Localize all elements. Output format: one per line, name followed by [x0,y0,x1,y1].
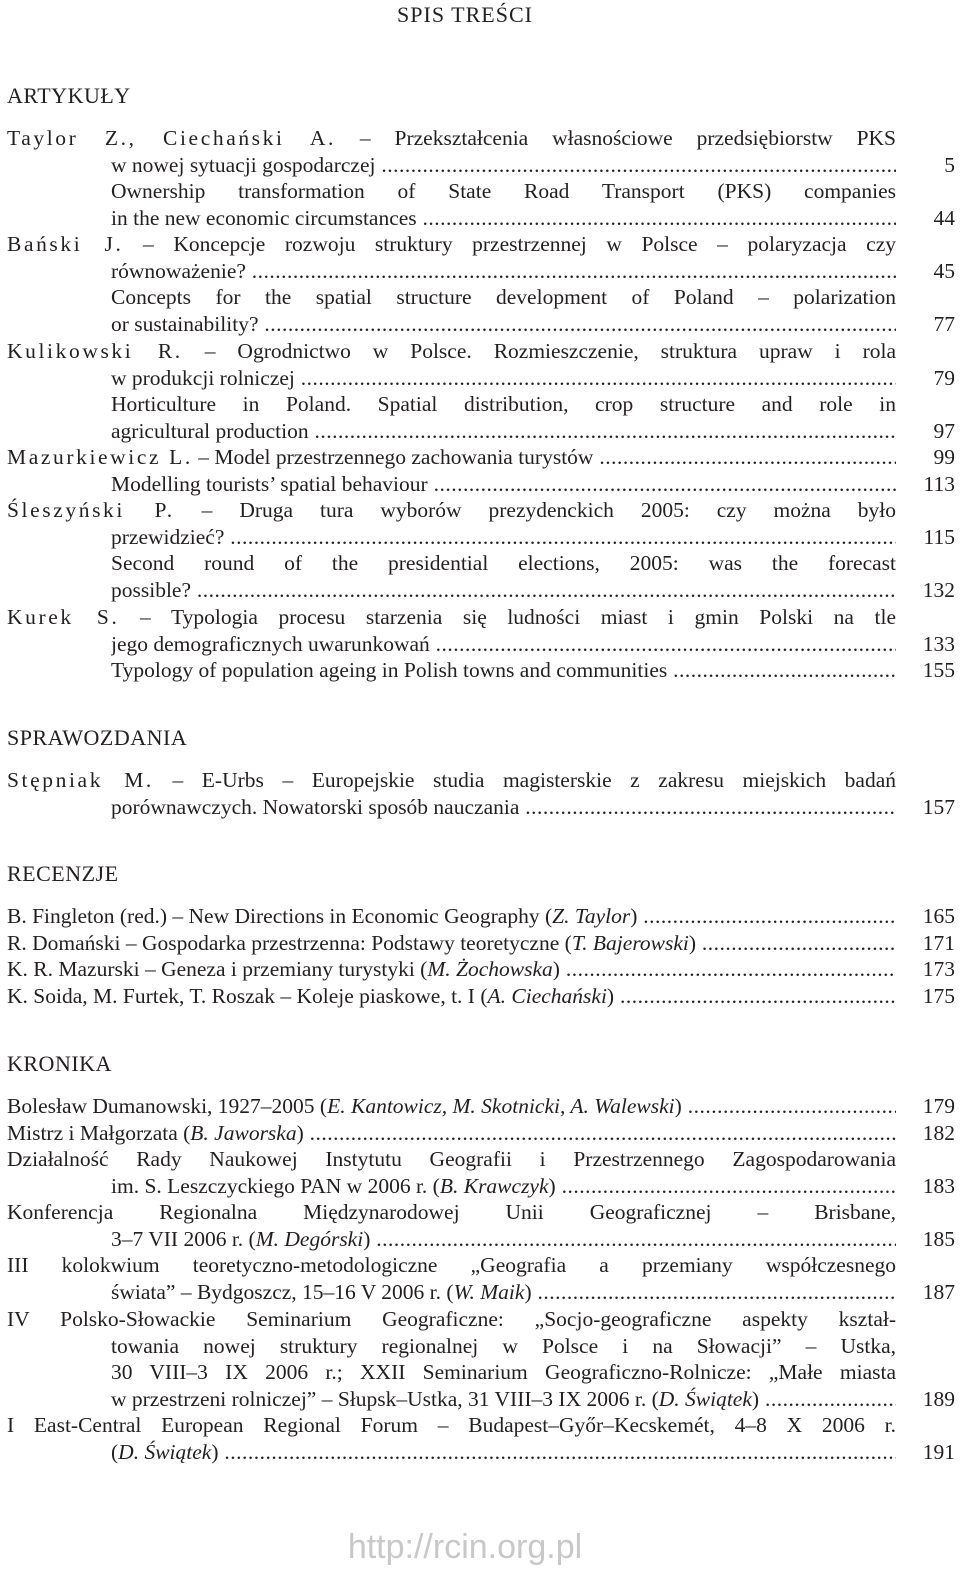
section-heading-chronicle: KRONIKA [7,1051,112,1076]
page-number: 182 [922,1121,955,1145]
page-number: 77 [933,311,955,336]
page-number: 175 [922,983,955,1008]
entry-title: – Przekształcenia własnościowe przedsiębiorstw PKS [359,126,896,150]
entry-title: równoważenie? ..... [111,258,896,285]
toc-entry-chronicle [7,1412,960,1465]
reviewer-name: T. Bajerowski [571,930,689,955]
toc-entry-chronicle [7,1093,960,1120]
chronicle-title: świata” – Bydgoszcz, 15–16 V 2006 r. ( [111,1279,454,1304]
chronicle-title: Mistrz i Małgorzata ( [7,1121,191,1145]
chronicle-title: towania nowej struktury regionalnej w Polsce i na Słowacji” – Ustka, [111,1333,896,1358]
entry-title-english: Second round of the presidential elections, 2005: was the forecast [111,551,896,576]
page-number: 5 [944,152,955,177]
closing-paren: ) [751,1386,760,1411]
chronicle-title: Konferencja Regionalna Międzynarodowej Unii Geograficznej – Brisbane, [7,1200,896,1224]
entry-title: w nowej sytuacji gospodarczej ..... [111,152,896,179]
toc-entry-chronicle [7,1306,960,1412]
review-title: K. R. Mazurski – Geneza i przemiany turystyki ( [7,957,428,982]
closing-paren: ) [552,957,560,982]
closing-paren: ) [296,1121,304,1145]
toc-entry-article [7,125,960,231]
toc-entry-article [7,231,960,337]
page-number: 191 [922,1439,955,1464]
page-number: 132 [922,577,955,602]
section-heading-articles: ARTYKUŁY [7,83,131,108]
chronicle-title: Działalność Rady Naukowej Instytutu Geografii i Przestrzennego Zagospodarowania [7,1147,896,1171]
entry-title-english: Modelling tourists’ spatial behaviour ..... [111,471,896,498]
toc-entry-article [7,497,960,603]
page-number: 155 [922,658,955,683]
page-number: 45 [933,258,955,283]
entry-title: w produkcji rolniczej ..... [111,365,896,392]
page-number: 79 [933,365,955,390]
entry-title-english: Concepts for the spatial structure development of Poland – polarization [111,285,896,310]
section-heading-reports: SPRAWOZDANIA [7,725,188,750]
watermark-url: http://rcin.org.pl [347,1528,583,1566]
chronicle-title: im. S. Leszczyckiego PAN w 2006 r. ( [111,1173,440,1198]
toc-entry-article [7,338,960,444]
page-number: 133 [922,631,955,656]
entry-title: – Model przestrzennego zachowania turystów [198,445,594,469]
chronicle-author: E. Kantowicz, M. Skotnicki, A. Walewski [327,1094,675,1118]
entry-title: jego demograficznych uwarunkowań ..... [111,631,896,658]
entry-title-english: Typology of population ageing in Polish towns and communities ..... [111,657,896,684]
chronicle-title: I East-Central European Regional Forum – Budapest–Győr–Kecskemét, 4–8 X 2006 r. [7,1413,896,1437]
page-number: 165 [922,904,955,928]
toc-entry-chronicle [7,1199,960,1252]
entry-authors: Stępniak M. [7,768,154,792]
toc-entry-chronicle [7,1252,960,1305]
entry-authors: Bański J. [7,232,124,256]
reviewer-name: A. Ciechański [487,983,607,1008]
toc-entry-review [7,903,960,1009]
page-number: 157 [922,794,955,819]
page-number: 171 [922,930,955,955]
entry-authors: Kulikowski R. [7,339,183,363]
chronicle-author: B. Krawczyk [439,1173,549,1198]
entry-title: porównawczych. Nowatorski sposób nauczania ..... [111,794,896,821]
entry-title-english: in the new economic circumstances ..... [111,205,896,232]
reviewer-name: Z. Taylor [552,904,631,928]
toc-entry-chronicle [7,1146,960,1199]
page-number: 113 [923,471,955,496]
closing-paren: ) [363,1226,371,1251]
toc-entry-article [7,444,960,497]
entry-authors: Mazurkiewicz L. [7,445,193,469]
entry-title: – Druga tura wyborów prezydenckich 2005: czy można było [201,498,896,522]
page-number: 99 [933,445,955,469]
closing-paren: ) [548,1173,556,1198]
page-title: SPIS TREŚCI [397,2,533,27]
entry-title: – Typologia procesu starzenia się ludności miast i gmin Polski na tle [140,605,896,629]
entry-title-english: possible? ..... [111,577,896,604]
page-number: 173 [922,957,955,982]
page-number: 44 [933,205,955,230]
closing-paren: ) [688,930,697,955]
review-title: R. Domański – Gospodarka przestrzenna: Podstawy teoretyczne ( [7,930,572,955]
chronicle-title: Bolesław Dumanowski, 1927–2005 ( [7,1094,328,1118]
page-number: 189 [922,1386,955,1411]
entry-authors: Kurek S. [7,605,120,629]
toc-entry-chronicle [7,1120,960,1147]
chronicle-author: W. Maik [453,1279,525,1304]
entry-authors: Taylor Z., Ciechański A. [7,126,336,150]
entry-title: przewidzieć? ..... [111,524,896,551]
chronicle-author: B. Jaworska [190,1121,297,1145]
page-number: 179 [922,1094,955,1118]
review-title: K. Soida, M. Furtek, T. Roszak – Koleje piaskowe, t. I ( [7,983,488,1008]
review-title: B. Fingleton (red.) – New Directions in Economic Geography ( [7,904,553,928]
closing-paren: ) [630,904,638,928]
page-number: 97 [933,418,955,443]
chronicle-title: ( [111,1439,119,1464]
closing-paren: ) [674,1094,682,1118]
entry-authors: Śleszyński P. [7,498,175,522]
chronicle-title: w przestrzeni rolniczej” – Słupsk–Ustka, 31 VIII–3 IX 2006 r. ( [111,1386,659,1411]
entry-title: – E-Urbs – Europejskie studia magisterskie z zakresu miejskich badań [172,768,896,792]
page-number: 187 [922,1279,955,1304]
chronicle-title: III kolokwium teoretyczno-metodologiczne „Geografia a przemiany współczesnego [7,1253,896,1277]
entry-title-english: Ownership transformation of State Road Transport (PKS) companies [111,179,896,204]
closing-paren: ) [524,1279,532,1304]
entry-title-english: Horticulture in Poland. Spatial distribution, crop structure and role in [111,392,896,417]
section-heading-reviews: RECENZJE [7,861,119,886]
closing-paren: ) [606,983,615,1008]
entry-title-english: or sustainability? ..... [111,311,896,338]
chronicle-author: D. Świątek [118,1439,212,1464]
toc-entry-report [7,767,960,820]
page-number: 183 [922,1173,955,1198]
closing-paren: ) [211,1439,219,1464]
entry-title-english: agricultural production ..... [111,418,896,445]
toc-entry-article [7,604,960,684]
chronicle-author: D. Świątek [658,1386,752,1411]
entry-title: – Ogrodnictwo w Polsce. Rozmieszczenie, struktura upraw i rola [204,339,896,363]
chronicle-title: IV Polsko-Słowackie Seminarium Geograficzne: „Socjo-geograficzne aspekty kształ- [7,1307,896,1331]
entry-title: – Koncepcje rozwoju struktury przestrzennej w Polsce – polaryzacja czy [143,232,896,256]
chronicle-title: 3–7 VII 2006 r. ( [111,1226,256,1251]
page-number: 185 [922,1226,955,1251]
reviewer-name: M. Żochowska [427,957,553,982]
chronicle-author: M. Degórski [255,1226,364,1251]
chronicle-title: 30 VIII–3 IX 2006 r.; XXII Seminarium Geograficzno-Rolnicze: „Małe miasta [111,1360,896,1385]
page-number: 115 [923,524,955,549]
